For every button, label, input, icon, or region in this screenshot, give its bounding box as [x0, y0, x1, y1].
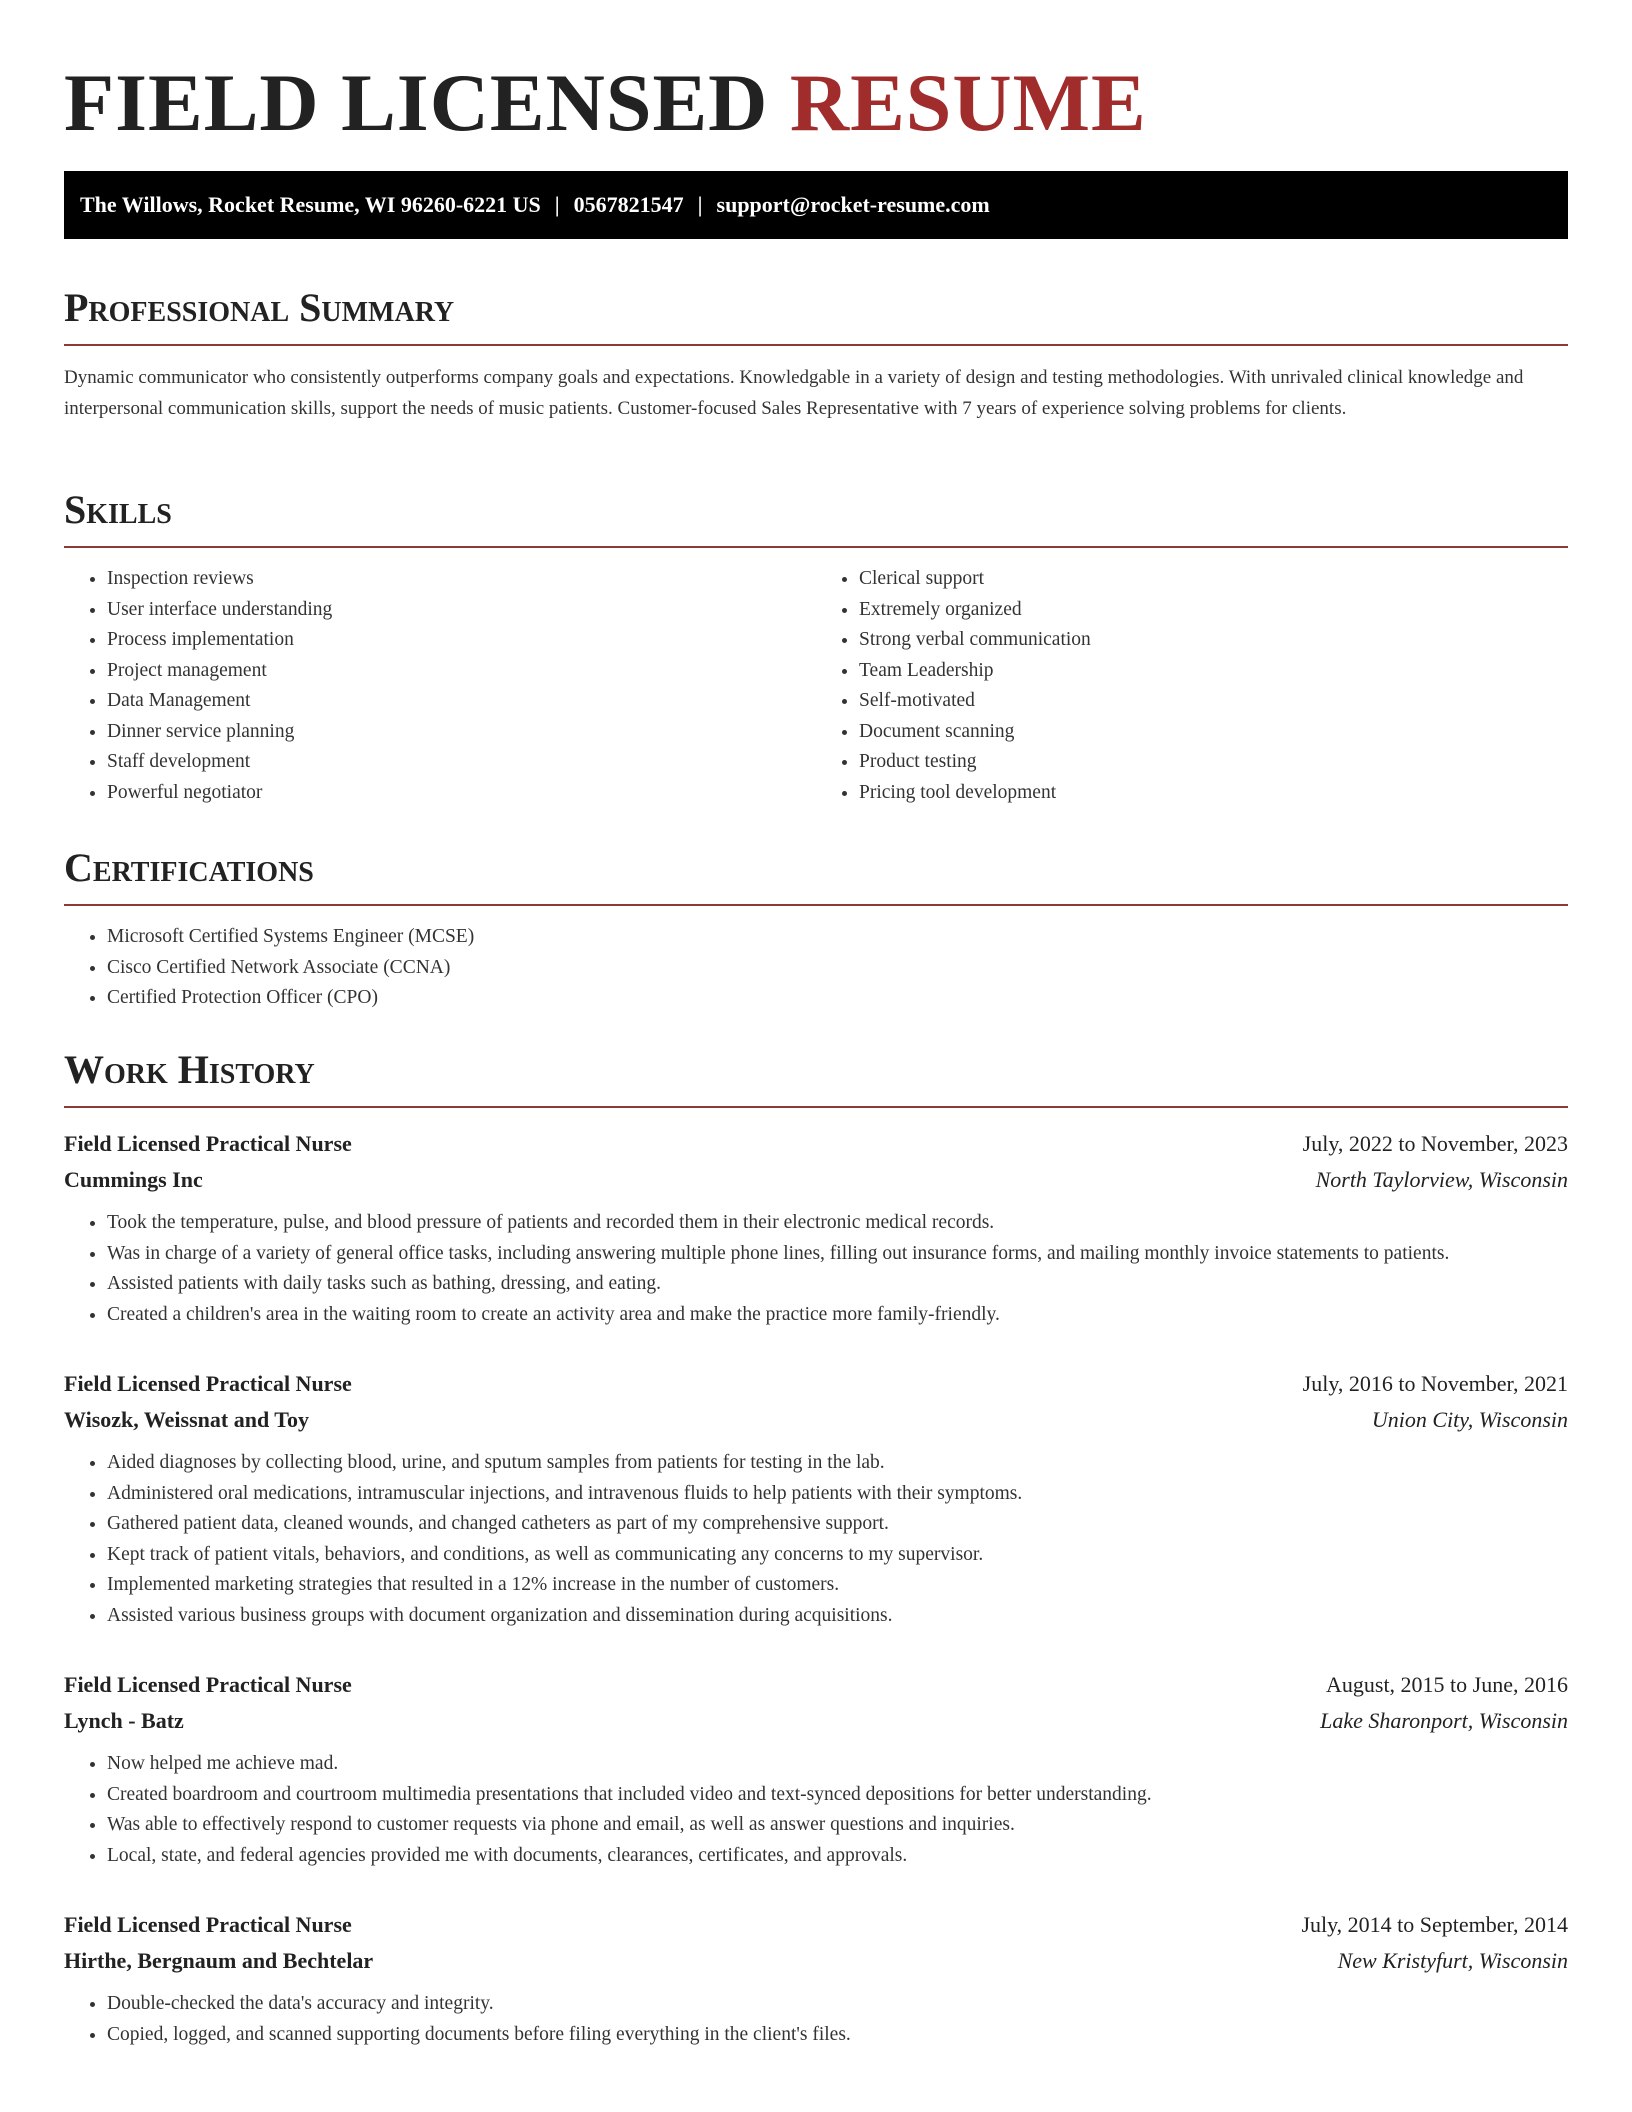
job-company-row [64, 1162, 1568, 1198]
contact-phone: 0567821547 [573, 192, 684, 217]
contact-separator: | [697, 192, 703, 217]
certification-item: • Certified Protection Officer (CPO) [107, 983, 1568, 1014]
skills-section [64, 484, 1568, 808]
certifications-heading: Certifications [64, 842, 1568, 906]
skill-item: • Data Management [107, 686, 816, 717]
job-bullet: • Was in charge of a variety of general office tasks, including answering multiple phone lines, filling out insurance forms, and mailing monthly invoice statements to patients. [107, 1239, 1568, 1270]
skill-item: • Product testing [859, 747, 1568, 778]
summary-text: Dynamic communicator who consistently outperforms company goals and expectations. Knowledgable in a variety of design and testing methodologies. With unrivaled clinical knowledge and interpersonal communication skills, support the needs of music patients. Customer-focused Sales Representative with 7 years of experience solving problems for clients. [64, 367, 1524, 419]
skills-list-right [816, 564, 1568, 808]
job-location: New Kristyfurt, Wisconsin [1337, 1948, 1568, 1973]
skill-item: • Project management [107, 656, 816, 687]
certification-item: • Microsoft Certified Systems Engineer (MCSE) [107, 922, 1568, 953]
summary-heading: Professional Summary [64, 282, 1568, 346]
skill-item: • Staff development [107, 747, 816, 778]
job-entry [64, 1667, 1568, 1871]
certification-item: • Cisco Certified Network Associate (CCNA) [107, 953, 1568, 984]
skill-item: • Strong verbal communication [859, 625, 1568, 656]
job-bullet: • Now helped me achieve mad. [107, 1749, 1568, 1780]
contact-separator: | [554, 192, 560, 217]
skill-item: • User interface understanding [107, 595, 816, 626]
job-header-row [64, 1667, 1568, 1703]
job-bullets [64, 1448, 1568, 1631]
job-bullet: • Was able to effectively respond to customer requests via phone and email, as well as answer questions and inquiries. [107, 1810, 1568, 1841]
skill-item: • Powerful negotiator [107, 778, 816, 809]
job-bullet: • Administered oral medications, intramuscular injections, and intravenous fluids to help patients with their symptoms. [107, 1479, 1568, 1510]
job-title: Field Licensed Practical Nurse [64, 1371, 352, 1396]
work-history-heading: Work History [64, 1044, 1568, 1108]
skill-item: • Clerical support [859, 564, 1568, 595]
job-bullet: • Implemented marketing strategies that resulted in a 12% increase in the number of customers. [107, 1570, 1568, 1601]
skills-list-left [64, 564, 816, 808]
job-company-row [64, 1703, 1568, 1739]
job-company: Cummings Inc [64, 1167, 203, 1192]
job-dates: July, 2014 to September, 2014 [1301, 1912, 1568, 1937]
skills-grid [64, 564, 1568, 808]
job-bullet: • Double-checked the data's accuracy and integrity. [107, 1989, 1568, 2020]
job-title: Field Licensed Practical Nurse [64, 1131, 352, 1156]
job-title: Field Licensed Practical Nurse [64, 1912, 352, 1937]
job-bullet: • Assisted patients with daily tasks such as bathing, dressing, and eating. [107, 1269, 1568, 1300]
job-location: Union City, Wisconsin [1371, 1407, 1568, 1432]
job-bullet: • Assisted various business groups with document organization and dissemination during acquisitions. [107, 1601, 1568, 1632]
job-company: Lynch - Batz [64, 1708, 184, 1733]
title-main: FIELD LICENSED [64, 57, 769, 148]
contact-bar [64, 171, 1568, 239]
skill-item: • Process implementation [107, 625, 816, 656]
job-dates: July, 2016 to November, 2021 [1302, 1371, 1568, 1396]
job-bullets [64, 1989, 1568, 2050]
skills-heading: Skills [64, 484, 1568, 548]
job-title: Field Licensed Practical Nurse [64, 1672, 352, 1697]
job-dates: August, 2015 to June, 2016 [1326, 1672, 1568, 1697]
job-location: North Taylorview, Wisconsin [1315, 1167, 1568, 1192]
job-location: Lake Sharonport, Wisconsin [1320, 1708, 1568, 1733]
job-company-row [64, 1943, 1568, 1979]
work-history-section [64, 1044, 1568, 2050]
resume-title [64, 0, 1568, 171]
job-header-row [64, 1126, 1568, 1162]
title-accent: RESUME [789, 57, 1147, 148]
certifications-section [64, 842, 1568, 1014]
job-entry [64, 1366, 1568, 1631]
job-bullet: • Aided diagnoses by collecting blood, urine, and sputum samples from patients for testing in the lab. [107, 1448, 1568, 1479]
job-bullets [64, 1749, 1568, 1871]
skill-item: • Dinner service planning [107, 717, 816, 748]
contact-address: The Willows, Rocket Resume, WI 96260-6221 US [80, 192, 541, 217]
skill-item: • Document scanning [859, 717, 1568, 748]
job-entry [64, 1126, 1568, 1330]
contact-email: support@rocket-resume.com [716, 192, 990, 217]
summary-section [64, 282, 1568, 424]
certifications-list [64, 922, 1568, 1014]
job-header-row [64, 1366, 1568, 1402]
job-header-row [64, 1907, 1568, 1943]
skill-item: • Self-motivated [859, 686, 1568, 717]
job-bullet: • Took the temperature, pulse, and blood pressure of patients and recorded them in their electronic medical records. [107, 1208, 1568, 1239]
job-bullet: • Kept track of patient vitals, behaviors, and conditions, as well as communicating any concerns to my supervisor. [107, 1540, 1568, 1571]
job-company: Wisozk, Weissnat and Toy [64, 1407, 309, 1432]
job-company-row [64, 1402, 1568, 1438]
skill-item: • Team Leadership [859, 656, 1568, 687]
job-bullet: • Local, state, and federal agencies provided me with documents, clearances, certificates, and approvals. [107, 1841, 1568, 1872]
job-bullet: • Gathered patient data, cleaned wounds, and changed catheters as part of my comprehensive support. [107, 1509, 1568, 1540]
job-bullet: • Created a children's area in the waiting room to create an activity area and make the practice more family-friendly. [107, 1300, 1568, 1331]
job-bullet: • Created boardroom and courtroom multimedia presentations that included video and text-synced depositions for better understanding. [107, 1780, 1568, 1811]
skill-item: • Extremely organized [859, 595, 1568, 626]
skill-item: • Pricing tool development [859, 778, 1568, 809]
job-bullet: • Copied, logged, and scanned supporting documents before filing everything in the client's files. [107, 2020, 1568, 2051]
job-bullets [64, 1208, 1568, 1330]
job-company: Hirthe, Bergnaum and Bechtelar [64, 1948, 374, 1973]
job-entry [64, 1907, 1568, 2050]
skill-item: • Inspection reviews [107, 564, 816, 595]
job-dates: July, 2022 to November, 2023 [1302, 1131, 1568, 1156]
